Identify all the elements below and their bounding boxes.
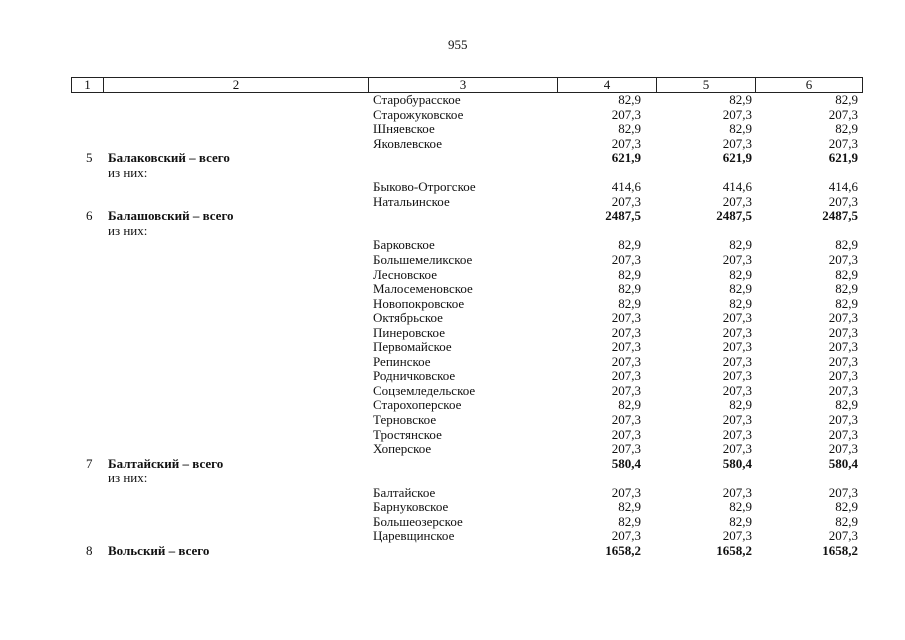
- settlement-name: Быково-Отрогское: [373, 179, 476, 195]
- settlement-name: Октябрьское: [373, 310, 443, 326]
- table-row: [0, 253, 905, 268]
- value-col-6: 207,3: [828, 193, 858, 209]
- value-col-5: 1658,2: [716, 542, 752, 558]
- settlement-name: Старожуковское: [373, 106, 464, 122]
- settlement-name: Шняевское: [373, 121, 435, 137]
- value-col-5: 207,3: [722, 135, 752, 151]
- table-row: [0, 515, 905, 530]
- value-col-6: 82,9: [835, 92, 858, 107]
- table-row: [0, 180, 905, 195]
- settlement-name: Большемеликское: [373, 252, 473, 268]
- value-col-4: 82,9: [618, 281, 641, 297]
- value-col-6: 207,3: [828, 426, 858, 442]
- settlement-name: Родничковское: [373, 368, 456, 384]
- settlement-name: Новопокровское: [373, 295, 465, 311]
- district-name: из них:: [108, 222, 148, 238]
- district-name: из них:: [108, 164, 148, 180]
- settlement-name: Яковлевское: [373, 135, 442, 151]
- settlement-name: Натальинское: [373, 193, 450, 209]
- value-col-4: 1658,2: [605, 542, 641, 558]
- value-col-5: 82,9: [729, 397, 752, 413]
- header-col-1: 1: [72, 78, 104, 92]
- table-row: [0, 209, 905, 224]
- header-col-2: 2: [104, 78, 369, 92]
- value-col-4: 207,3: [611, 412, 641, 428]
- value-col-4: 82,9: [618, 237, 641, 253]
- table-row: [0, 166, 905, 181]
- header-col-3: 3: [369, 78, 558, 92]
- value-col-4: 82,9: [618, 92, 641, 107]
- value-col-6: 82,9: [835, 513, 858, 529]
- value-col-6: 82,9: [835, 237, 858, 253]
- table-row: [0, 108, 905, 123]
- table-row: [0, 384, 905, 399]
- value-col-6: 82,9: [835, 295, 858, 311]
- page-number: 955: [448, 37, 468, 52]
- value-col-6: 207,3: [828, 106, 858, 122]
- settlement-name: Соцземледельское: [373, 382, 476, 398]
- value-col-6: 82,9: [835, 266, 858, 282]
- value-col-5: 580,4: [722, 455, 752, 471]
- value-col-5: 414,6: [722, 179, 752, 195]
- value-col-4: 82,9: [618, 266, 641, 282]
- value-col-4: 207,3: [611, 324, 641, 340]
- value-col-5: 207,3: [722, 426, 752, 442]
- value-col-5: 82,9: [729, 121, 752, 137]
- settlement-name: Лесновское: [373, 266, 437, 282]
- district-name: Балашовский – всего: [108, 208, 234, 224]
- value-col-4: 82,9: [618, 397, 641, 413]
- value-col-5: 82,9: [729, 237, 752, 253]
- settlement-name: Малосеменовское: [373, 281, 473, 297]
- table-row: [0, 457, 905, 472]
- table-row: [0, 355, 905, 370]
- value-col-5: 207,3: [722, 528, 752, 544]
- value-col-6: 82,9: [835, 397, 858, 413]
- value-col-5: 621,9: [722, 150, 752, 166]
- value-col-6: 82,9: [835, 499, 858, 515]
- value-col-4: 207,3: [611, 106, 641, 122]
- value-col-4: 207,3: [611, 382, 641, 398]
- table-row: [0, 544, 905, 559]
- district-name: Балтайский – всего: [108, 455, 224, 471]
- settlement-name: Репинское: [373, 353, 431, 369]
- table-row: [0, 471, 905, 486]
- value-col-5: 82,9: [729, 499, 752, 515]
- settlement-name: Барнуковское: [373, 499, 449, 515]
- table-row: [0, 398, 905, 413]
- value-col-4: 207,3: [611, 528, 641, 544]
- table-row: [0, 529, 905, 544]
- district-name: Балаковский – всего: [108, 150, 230, 166]
- value-col-5: 82,9: [729, 92, 752, 107]
- value-col-4: 207,3: [611, 441, 641, 457]
- settlement-name: Старохоперское: [373, 397, 462, 413]
- table-row: [0, 238, 905, 253]
- table-row: [0, 151, 905, 166]
- header-col-6: 6: [805, 77, 813, 92]
- table-body: [0, 93, 905, 559]
- value-col-5: 207,3: [722, 193, 752, 209]
- value-col-6: 207,3: [828, 412, 858, 428]
- value-col-5: 207,3: [722, 441, 752, 457]
- settlement-name: Старобурасское: [373, 92, 461, 107]
- table-row: [0, 340, 905, 355]
- value-col-5: 82,9: [729, 281, 752, 297]
- table-header: [71, 77, 863, 93]
- value-col-6: 207,3: [828, 368, 858, 384]
- table-row: [0, 486, 905, 501]
- value-col-4: 207,3: [611, 426, 641, 442]
- value-col-5: 82,9: [729, 266, 752, 282]
- value-col-6: 82,9: [835, 281, 858, 297]
- value-col-5: 207,3: [722, 368, 752, 384]
- table-row: [0, 137, 905, 152]
- value-col-6: 207,3: [828, 310, 858, 326]
- value-col-5: 207,3: [722, 412, 752, 428]
- value-col-4: 207,3: [611, 193, 641, 209]
- value-col-6: 414,6: [828, 179, 858, 195]
- table-row: [0, 311, 905, 326]
- value-col-5: 207,3: [722, 106, 752, 122]
- table-row: [0, 369, 905, 384]
- value-col-5: 207,3: [722, 324, 752, 340]
- value-col-4: 207,3: [611, 353, 641, 369]
- value-col-5: 207,3: [722, 252, 752, 268]
- settlement-name: Первомайское: [373, 339, 452, 355]
- row-number: 6: [86, 208, 93, 224]
- value-col-5: 207,3: [722, 484, 752, 500]
- header-col-5: 5: [657, 78, 756, 92]
- value-col-6: 207,3: [828, 441, 858, 457]
- value-col-6: 207,3: [828, 339, 858, 355]
- row-number: 5: [86, 150, 93, 166]
- table-row: [0, 326, 905, 341]
- value-col-6: 2487,5: [822, 208, 858, 224]
- settlement-name: Пинеровское: [373, 324, 445, 340]
- value-col-4: 207,3: [611, 252, 641, 268]
- table-row: [0, 224, 905, 239]
- value-col-6: 207,3: [828, 252, 858, 268]
- value-col-5: 82,9: [729, 295, 752, 311]
- value-col-4: 82,9: [618, 513, 641, 529]
- settlement-name: Хоперское: [373, 441, 432, 457]
- value-col-4: 207,3: [611, 135, 641, 151]
- value-col-6: 207,3: [828, 382, 858, 398]
- table-row: [0, 195, 905, 210]
- table-row: [0, 282, 905, 297]
- settlement-name: Балтайское: [373, 484, 436, 500]
- value-col-6: 1658,2: [822, 542, 858, 558]
- value-col-4: 82,9: [618, 499, 641, 515]
- value-col-6: 207,3: [828, 353, 858, 369]
- value-col-5: 2487,5: [716, 208, 752, 224]
- value-col-4: 621,9: [611, 150, 641, 166]
- value-col-5: 207,3: [722, 382, 752, 398]
- value-col-6: 207,3: [828, 528, 858, 544]
- value-col-4: 207,3: [611, 368, 641, 384]
- value-col-4: 2487,5: [605, 208, 641, 224]
- value-col-5: 207,3: [722, 310, 752, 326]
- table-row: [0, 500, 905, 515]
- value-col-6: 207,3: [828, 484, 858, 500]
- value-col-6: 580,4: [828, 455, 858, 471]
- table-row: [0, 413, 905, 428]
- value-col-4: 207,3: [611, 310, 641, 326]
- value-col-4: 207,3: [611, 484, 641, 500]
- value-col-5: 207,3: [722, 339, 752, 355]
- table-row: [0, 268, 905, 283]
- district-name: Вольский – всего: [108, 542, 210, 558]
- settlement-name: Барковское: [373, 237, 435, 253]
- value-col-5: 207,3: [722, 353, 752, 369]
- settlement-name: Царевщинское: [373, 528, 455, 544]
- value-col-6: 207,3: [828, 324, 858, 340]
- table-row: [0, 297, 905, 312]
- district-name: из них:: [108, 470, 148, 486]
- table-row: [0, 428, 905, 443]
- value-col-4: 414,6: [611, 179, 641, 195]
- value-col-5: 82,9: [729, 513, 752, 529]
- table-row: [0, 93, 905, 108]
- value-col-6: 621,9: [828, 150, 858, 166]
- table-row: [0, 442, 905, 457]
- header-col-4: 4: [558, 78, 657, 92]
- settlement-name: Тростянское: [373, 426, 442, 442]
- settlement-name: Большеозерское: [373, 513, 463, 529]
- row-number: 8: [86, 542, 93, 558]
- value-col-4: 82,9: [618, 121, 641, 137]
- value-col-4: 82,9: [618, 295, 641, 311]
- value-col-4: 580,4: [611, 455, 641, 471]
- value-col-6: 207,3: [828, 135, 858, 151]
- settlement-name: Терновское: [373, 412, 437, 428]
- value-col-4: 207,3: [611, 339, 641, 355]
- table-row: [0, 122, 905, 137]
- row-number: 7: [86, 455, 93, 471]
- value-col-6: 82,9: [835, 121, 858, 137]
